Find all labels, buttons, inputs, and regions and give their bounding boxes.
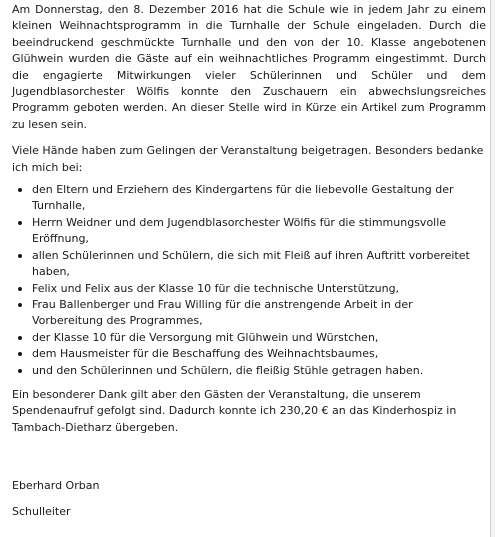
- list-item: Felix und Felix aus der Klasse 10 für die technische Unterstützung,: [12, 281, 486, 297]
- list-item: Herrn Weidner und dem Jugendblasorchester Wölfis für die stimmungsvolle Eröffnung,: [12, 215, 486, 248]
- closing-paragraph: Ein besonderer Dank gilt aber den Gästen der Veranstaltung, die unserem Spendenaufruf gefolgt sind. Dadurch konnte ich 230,20 € an das Kinderhospiz in Tambach-Dietharz übergeben.: [12, 387, 457, 434]
- letter-document: [12, 2, 486, 520]
- thanks-intro-paragraph: Viele Hände haben zum Gelingen der Veranstaltung beigetragen. Besonders bedanke ich mich bei:: [12, 144, 484, 174]
- intro-paragraph: Am Donnerstag, den 8. Dezember 2016 hat die Schule wie in jedem Jahr zu einem kleinen Weihnachtsprogramm in die Turnhalle der Schule eingeladen. Durch die beeindruckend geschmückte Turnhalle und den von der 10. Klasse angebotenen Glühwein wurden die Gäste auf ein weihnachtliches Programm eingestimmt. Durch die engagierte Mitwirkungen vieler Schülerinnen und Schüler und dem Jugendblasorchester Wölfis konnte den Zuschauern ein abwechslungsreiches Programm geboten werden. An dieser Stelle wird in Kürze ein Artikel zum Programm zu lesen sein.: [12, 3, 486, 131]
- list-item: allen Schülerinnen und Schülern, die sich mit Fleiß auf ihren Auftritt vorbereitet haben,: [12, 248, 486, 281]
- thanks-list: [12, 182, 486, 379]
- list-item: dem Hausmeister für die Beschaffung des Weihnachtsbaumes,: [12, 346, 486, 362]
- list-item: und den Schülerinnen und Schülern, die fleißig Stühle getragen haben.: [12, 363, 486, 379]
- list-item: Frau Ballenberger und Frau Willing für die anstrengende Arbeit in der Vorbereitung des Programmes,: [12, 297, 486, 330]
- list-item: der Klasse 10 für die Versorgung mit Glühwein und Würstchen,: [12, 330, 486, 346]
- signer-name: Eberhard Orban: [12, 479, 100, 493]
- signer-role: Schulleiter: [12, 504, 71, 518]
- list-item: den Eltern und Erziehern des Kindergartens für die liebevolle Gestaltung der Turnhalle,: [12, 182, 486, 215]
- window-edge: [490, 0, 495, 537]
